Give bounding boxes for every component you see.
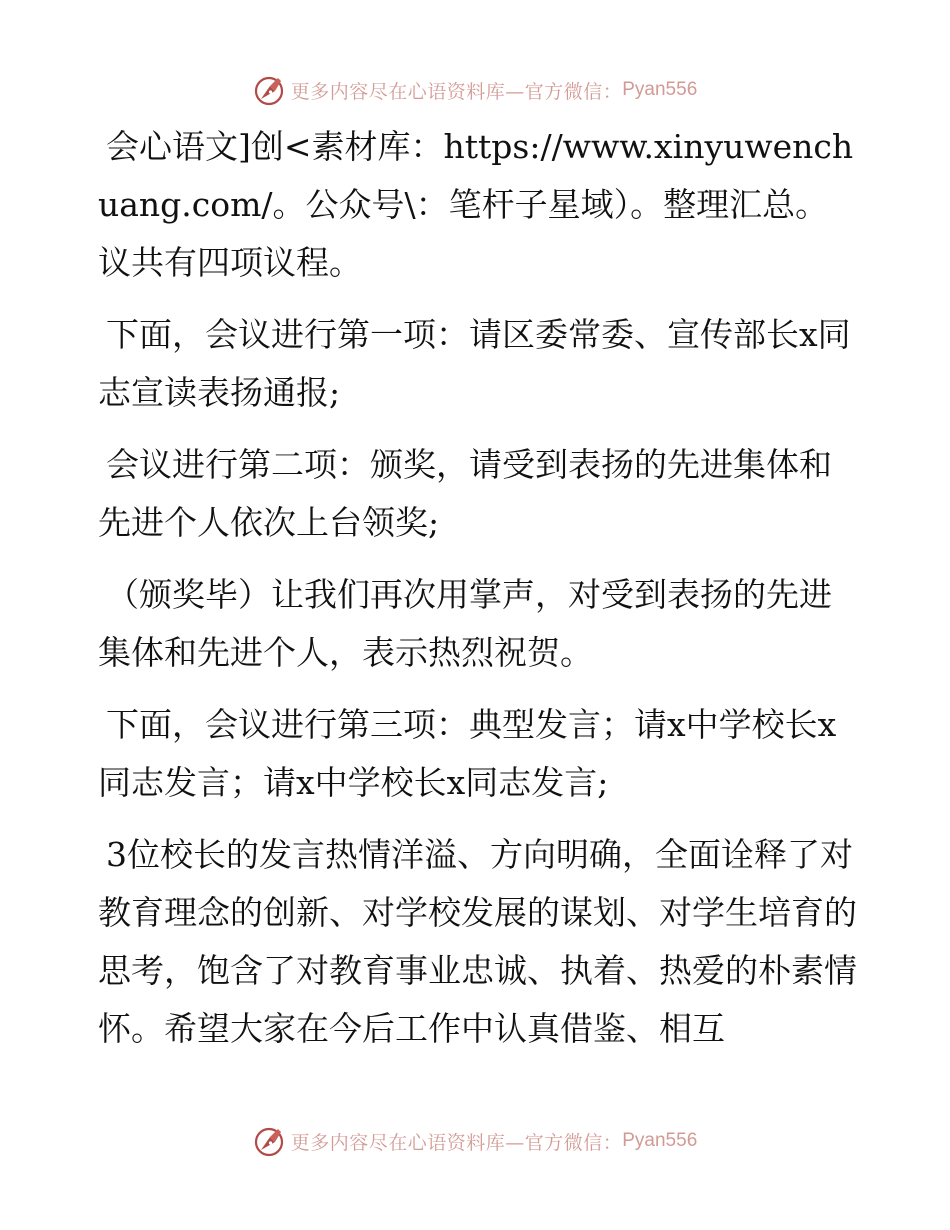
header-banner-text: 更多内容尽在心语资料库—官方微信： [290,80,623,103]
paragraph: 下面，会议进行第三项：典型发言；请x中学校长x同志发言；请x中学校长x同志发言; [98,705,837,802]
footer-banner-text: 更多内容尽在心语资料库—官方微信： [290,1131,623,1154]
document-body [98,118,858,1072]
header-banner [0,70,950,110]
paragraph: 3位校长的发言热情洋溢、方向明确，全面诠释了对教育理念的创新、对学校发展的谋划、对学生培育的思考，饱含了对教育事业忠诚、执着、热爱的朴素情怀。希望大家在今后工作中认真借鉴、相互 [98,835,857,1048]
footer-banner [0,1121,950,1161]
pen-nib-logo-icon [253,1125,285,1157]
paragraph: （颁奖毕）让我们再次用掌声，对受到表扬的先进集体和先进个人，表示热烈祝贺。 [98,575,832,672]
footer-banner-inner [253,1125,698,1157]
header-banner-handle: Pyan556 [622,79,698,100]
header-banner-inner [253,74,698,106]
footer-banner-handle: Pyan556 [622,1130,698,1151]
paragraph: 会心语文]创<素材库：https://www.xinyuwenchuang.com/。公众号\：笔杆子星域）。整理汇总。议共有四项议程。 [98,127,854,282]
paragraph: 会议进行第二项：颁奖，请受到表扬的先进集体和先进个人依次上台领奖; [98,445,832,542]
pen-nib-logo-icon [253,74,285,106]
paragraph: 下面，会议进行第一项：请区委常委、宣传部长x同志宣读表扬通报; [98,315,851,412]
